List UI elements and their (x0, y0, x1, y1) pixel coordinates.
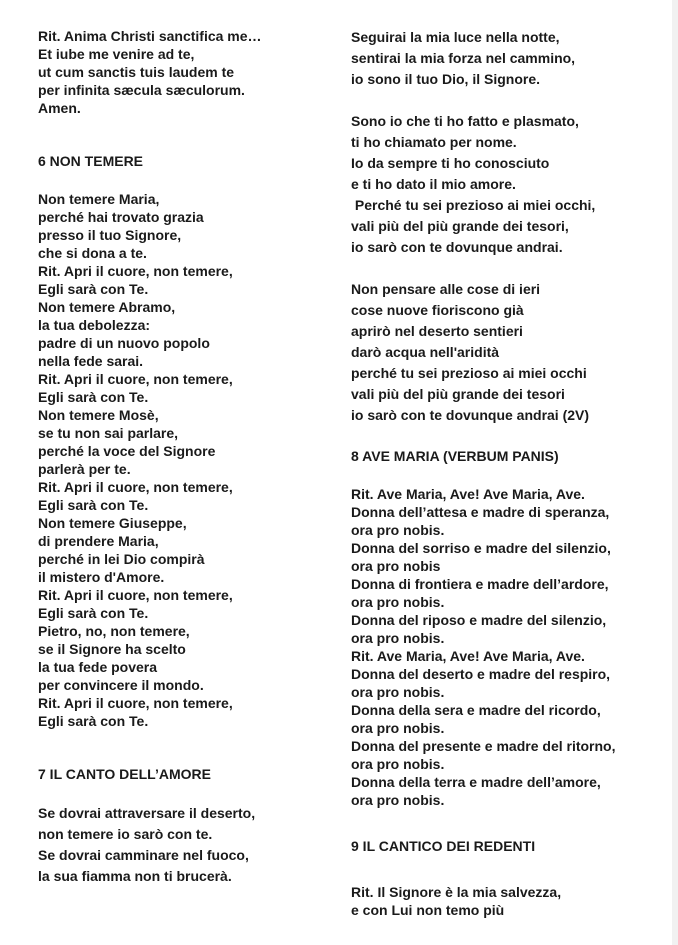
text-line: Donna dell’attesa e madre di speranza, (351, 504, 610, 520)
text-line: Rit. Apri il cuore, non temere, (38, 371, 233, 387)
text-line: per infinita sæcula sæculorum. (38, 82, 245, 98)
text-line: ora pro nobis. (351, 684, 445, 700)
page-edge (672, 0, 678, 945)
text-line: ora pro nobis. (351, 522, 445, 538)
text-line: io sarò con te dovunque andrai. (351, 239, 563, 255)
text-line: perché hai trovato grazia (38, 209, 204, 225)
text-line: ora pro nobis. (351, 720, 445, 736)
text-line: perché tu sei prezioso ai miei occhi (351, 365, 587, 381)
text-line: Donna del riposo e madre del silenzio, (351, 612, 607, 628)
text-line: ora pro nobis. (351, 594, 445, 610)
text-line: Non temere Giuseppe, (38, 515, 187, 531)
text-line: per convincere il mondo. (38, 677, 204, 693)
stanza-gap (351, 426, 673, 447)
text-line: Donna del sorriso e madre del silenzio, (351, 540, 611, 556)
text-line: vali più del più grande dei tesori (351, 386, 565, 402)
text-line: perché la voce del Signore (38, 443, 216, 459)
text-line: Pietro, no, non temere, (38, 623, 190, 639)
text-line: Donna di frontiera e madre dell’ardore, (351, 576, 609, 592)
text-line: vali più del più grande dei tesori, (351, 218, 569, 234)
text-line: ut cum sanctis tuis laudem te (38, 64, 235, 80)
text-line: Egli sarà con Te. (38, 605, 149, 621)
text-line: Et iube me venire ad te, (38, 46, 195, 62)
right-column (351, 27, 673, 919)
text-line: Rit. Apri il cuore, non temere, (38, 587, 233, 603)
text-line: ora pro nobis. (351, 792, 445, 808)
text-line: ti ho chiamato per nome. (351, 134, 517, 150)
text-line: Rit. Ave Maria, Ave! Ave Maria, Ave. (351, 486, 585, 502)
text-line: cose nuove fioriscono già (351, 302, 524, 318)
text-line: nella fede sarai. (38, 353, 144, 369)
text-line: Donna della sera e madre del ricordo, (351, 702, 601, 718)
text-line: e ti ho dato il mio amore. (351, 176, 516, 192)
text-line: Seguirai la mia luce nella notte, (351, 29, 560, 45)
text-line: io sarò con te dovunque andrai (2V) (351, 407, 590, 423)
text-line: Non pensare alle cose di ieri (351, 281, 541, 297)
stanza-gap (351, 90, 673, 111)
text-line: presso il tuo Signore, (38, 227, 182, 243)
song-heading: 6 NON TEMERE (38, 153, 144, 169)
text-line: Donna del deserto e madre del respiro, (351, 666, 611, 682)
stanza-gap (38, 783, 338, 803)
text-line: Non temere Abramo, (38, 299, 176, 315)
text-line: se il Signore ha scelto (38, 641, 186, 657)
text-line: ora pro nobis. (351, 630, 445, 646)
text-line: la tua debolezza: (38, 317, 151, 333)
text-line: il mistero d'Amore. (38, 569, 165, 585)
text-line: e con Lui non temo più (351, 902, 505, 918)
song-heading: 7 IL CANTO DELL’AMORE (38, 766, 211, 782)
text-line: padre di un nuovo popolo (38, 335, 210, 351)
text-line: Egli sarà con Te. (38, 497, 149, 513)
text-line: Rit. Apri il cuore, non temere, (38, 479, 233, 495)
left-column (38, 27, 338, 887)
text-line: ora pro nobis. (351, 756, 445, 772)
text-line: Egli sarà con Te. (38, 281, 149, 297)
text-line: Amen. (38, 100, 81, 116)
text-line: Donna del presente e madre del ritorno, (351, 738, 616, 754)
text-line: Sono io che ti ho fatto e plasmato, (351, 113, 579, 129)
text-line: darò acqua nell'aridità (351, 344, 500, 360)
text-line: parlerà per te. (38, 461, 131, 477)
text-line: la sua fiamma non ti brucerà. (38, 868, 232, 884)
text-line: Io da sempre ti ho conosciuto (351, 155, 550, 171)
text-line: sentirai la mia forza nel cammino, (351, 50, 576, 66)
stanza-gap (351, 855, 673, 883)
text-line: Rit. Apri il cuore, non temere, (38, 263, 233, 279)
song-heading: 8 AVE MARIA (VERBUM PANIS) (351, 448, 559, 464)
text-line: Egli sarà con Te. (38, 389, 149, 405)
text-line: Non temere Maria, (38, 191, 160, 207)
text-line: aprirò nel deserto sentieri (351, 323, 523, 339)
text-line: di prendere Maria, (38, 533, 159, 549)
stanza-gap (38, 117, 338, 152)
song-heading: 9 IL CANTICO DEI REDENTI (351, 838, 536, 854)
text-line: ora pro nobis (351, 558, 441, 574)
text-line: Se dovrai attraversare il deserto, (38, 805, 256, 821)
text-line: che si dona a te. (38, 245, 147, 261)
text-line: Rit. Ave Maria, Ave! Ave Maria, Ave. (351, 648, 585, 664)
text-line: Egli sarà con Te. (38, 713, 149, 729)
text-line: la tua fede povera (38, 659, 158, 675)
text-line: Donna della terra e madre dell’amore, (351, 774, 601, 790)
stanza-gap (38, 730, 338, 765)
stanza-gap (351, 258, 673, 279)
text-line: se tu non sai parlare, (38, 425, 179, 441)
text-line: Rit. Apri il cuore, non temere, (38, 695, 233, 711)
text-line: io sono il tuo Dio, il Signore. (351, 71, 540, 87)
stanza-gap (38, 170, 338, 190)
text-line: Perché tu sei prezioso ai miei occhi, (351, 197, 596, 213)
stanza-gap (351, 809, 673, 837)
text-line: perché in lei Dio compirà (38, 551, 205, 567)
text-line: Rit. Il Signore è la mia salvezza, (351, 884, 562, 900)
text-line: Se dovrai camminare nel fuoco, (38, 847, 249, 863)
text-line: Non temere Mosè, (38, 407, 159, 423)
stanza-gap (351, 465, 673, 485)
text-line: non temere io sarò con te. (38, 826, 213, 842)
text-line: Rit. Anima Christi sanctifica me… (38, 28, 262, 44)
